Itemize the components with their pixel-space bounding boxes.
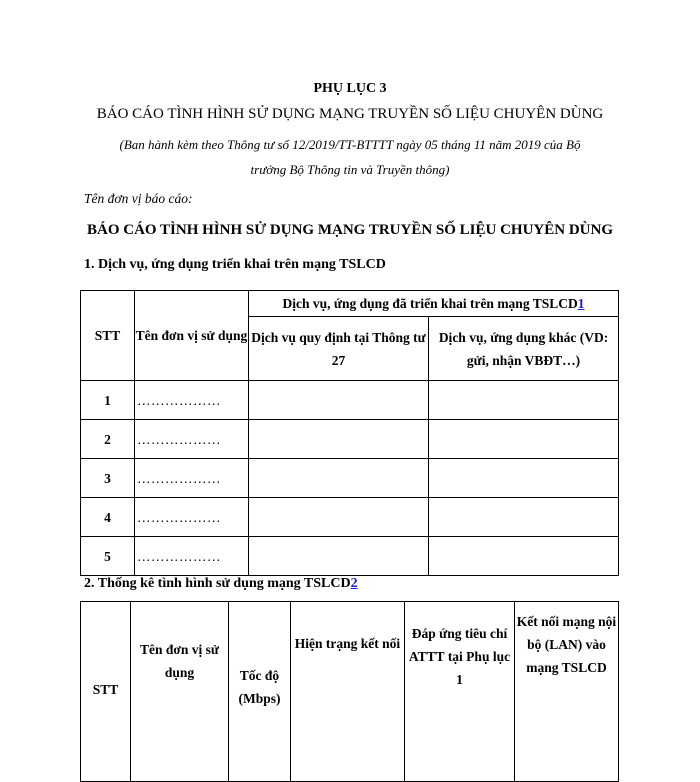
row-other-cell	[429, 420, 619, 459]
issuance-note-line-1: (Ban hành kèm theo Thông tư số 12/2019/TT-BTTTT ngày 05 tháng 11 năm 2019 của Bộ	[119, 137, 581, 152]
issuance-note	[0, 132, 700, 182]
header-deployed-services-label: Dịch vụ, ứng dụng đã triển khai trên mạng TSLCD	[282, 296, 578, 311]
services-table	[80, 290, 619, 576]
section-1-title: 1. Dịch vụ, ứng dụng triển khai trên mạng TSLCD	[84, 257, 386, 272]
header-regulated-services: Dịch vụ quy định tại Thông tư 27	[249, 317, 429, 381]
section-2-title-label: 2. Thống kê tình hình sử dụng mạng TSLCD	[84, 576, 351, 591]
row-stt: 3	[81, 459, 135, 498]
footnote-link-1[interactable]: 1	[577, 296, 585, 311]
row-stt: 1	[81, 381, 135, 420]
row-unit-name: ………………	[135, 537, 249, 576]
row-regulated-cell	[249, 498, 429, 537]
issuance-note-line-2: trưởng Bộ Thông tin và Truyền thông)	[250, 162, 450, 177]
header-connection-status: Hiện trạng kết nối	[291, 602, 405, 782]
row-stt: 4	[81, 498, 135, 537]
row-stt: 5	[81, 537, 135, 576]
table-row	[81, 381, 619, 420]
section-2-title	[84, 576, 358, 592]
row-unit-name: ………………	[135, 420, 249, 459]
row-regulated-cell	[249, 420, 429, 459]
usage-stats-table	[80, 601, 619, 782]
row-unit-name: ………………	[135, 381, 249, 420]
row-other-cell	[429, 537, 619, 576]
row-unit-name: ………………	[135, 459, 249, 498]
row-regulated-cell	[249, 459, 429, 498]
header-stt: STT	[81, 602, 131, 782]
row-other-cell	[429, 381, 619, 420]
table-row	[81, 537, 619, 576]
header-deployed-services	[249, 291, 619, 317]
row-regulated-cell	[249, 537, 429, 576]
header-stt: STT	[81, 291, 135, 381]
header-unit-name: Tên đơn vị sử dụng	[135, 291, 249, 381]
row-other-cell	[429, 459, 619, 498]
header-speed: Tốc độ (Mbps)	[229, 602, 291, 782]
header-lan-connection: Kết nối mạng nội bộ (LAN) vào mạng TSLCD	[515, 602, 619, 782]
row-unit-name: ………………	[135, 498, 249, 537]
table-row	[81, 420, 619, 459]
table-row	[81, 498, 619, 537]
reporting-unit-label: Tên đơn vị báo cáo:	[84, 191, 193, 206]
report-heading: BÁO CÁO TÌNH HÌNH SỬ DỤNG MẠNG TRUYỀN SỐ LIỆU CHUYÊN DÙNG	[86, 222, 614, 238]
document-subtitle: BÁO CÁO TÌNH HÌNH SỬ DỤNG MẠNG TRUYỀN SỐ LIỆU CHUYÊN DÙNG	[96, 106, 604, 122]
header-unit-name: Tên đơn vị sử dụng	[131, 602, 229, 782]
appendix-title: PHỤ LỤC 3	[313, 81, 387, 96]
footnote-link-2[interactable]: 2	[350, 576, 358, 591]
row-other-cell	[429, 498, 619, 537]
row-regulated-cell	[249, 381, 429, 420]
header-security-criteria: Đáp ứng tiêu chí ATTT tại Phụ lục 1	[405, 602, 515, 782]
header-other-services: Dịch vụ, ứng dụng khác (VD: gửi, nhận VBĐT…)	[429, 317, 619, 381]
row-stt: 2	[81, 420, 135, 459]
table-row	[81, 459, 619, 498]
